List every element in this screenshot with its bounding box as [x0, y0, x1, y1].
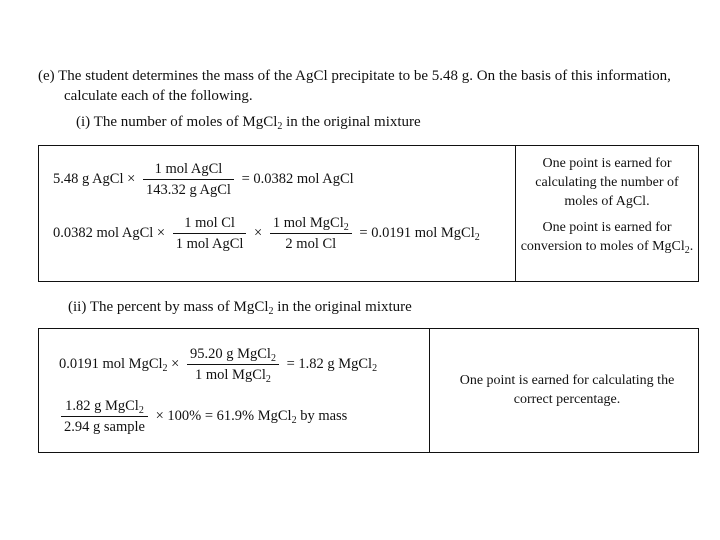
part-i-divider	[515, 146, 516, 281]
ii-eq1-fraction	[187, 345, 279, 384]
part-i-note-2: One point is earned for conversion to moles of MgCl$_2$.	[520, 220, 694, 256]
ii-eq2-fraction	[61, 397, 148, 436]
eq2-times: ×	[254, 225, 263, 241]
part-ii-note: One point is earned for calculating the correct percentage.	[459, 373, 675, 407]
eq1-lhs: 5.48 g AgCl ×	[53, 171, 136, 187]
part-i-heading	[76, 112, 421, 132]
eq2-frac1-denominator: 1 mol AgCl	[175, 236, 244, 252]
eq1-fraction	[143, 160, 234, 199]
question-text	[38, 66, 698, 106]
ii-eq1-lhs: 0.0191 mol MgCl$_2$	[59, 356, 168, 374]
part-i-note-1: One point is earned for calculating the number of moles of AgCl.	[535, 156, 679, 209]
ii-eq2-numerator: 1.82 g MgCl$_2$	[61, 397, 148, 417]
eq2-frac1-numerator: 1 mol Cl	[173, 214, 247, 234]
part-ii-label: (ii)	[68, 299, 87, 315]
eq2-lhs: 0.0382 mol AgCl ×	[53, 225, 166, 241]
question-line-1: The student determines the mass of the AgCl precipitate to be 5.48 g. On the basis of this information,	[58, 68, 671, 84]
part-i-equation-2	[53, 214, 480, 253]
part-ii-equation-1	[59, 345, 377, 384]
ii-eq2-result: × 100% = 61.9% MgCl$_2$ by mass	[155, 408, 348, 426]
ii-eq2-denominator: 2.94 g sample	[64, 419, 145, 435]
ii-eq1-times: ×	[171, 356, 180, 372]
part-ii-answer-box	[38, 328, 699, 453]
ii-eq1-denominator: 1 mol MgCl$_2$	[195, 367, 271, 385]
eq2-frac2-denominator: 2 mol Cl	[285, 236, 337, 252]
eq1-result: = 0.0382 mol AgCl	[241, 171, 354, 187]
part-ii-heading-text: The percent by mass of MgCl$_2$ in the original mixture	[89, 299, 412, 317]
part-ii-divider	[429, 329, 430, 452]
part-i-equation-1	[53, 160, 354, 199]
eq2-result: = 0.0191 mol MgCl$_2$	[359, 225, 480, 243]
question-label: (e)	[38, 68, 55, 84]
eq1-denominator: 143.32 g AgCl	[145, 182, 231, 198]
part-ii-heading	[68, 297, 412, 317]
eq2-fraction-1	[173, 214, 247, 253]
eq2-fraction-2	[270, 214, 352, 253]
ii-eq1-result: = 1.82 g MgCl$_2$	[286, 356, 378, 374]
eq1-numerator: 1 mol AgCl	[143, 160, 234, 180]
ii-eq1-numerator: 95.20 g MgCl$_2$	[187, 345, 279, 365]
part-i-label: (i)	[76, 114, 91, 130]
part-i-heading-text: The number of moles of MgCl$_2$ in the original mixture	[93, 114, 421, 132]
eq2-frac2-numerator: 1 mol MgCl$_2$	[270, 214, 352, 234]
question-line-2: calculate each of the following.	[64, 88, 253, 104]
part-i-answer-box	[38, 145, 699, 282]
part-ii-equation-2	[61, 397, 347, 436]
